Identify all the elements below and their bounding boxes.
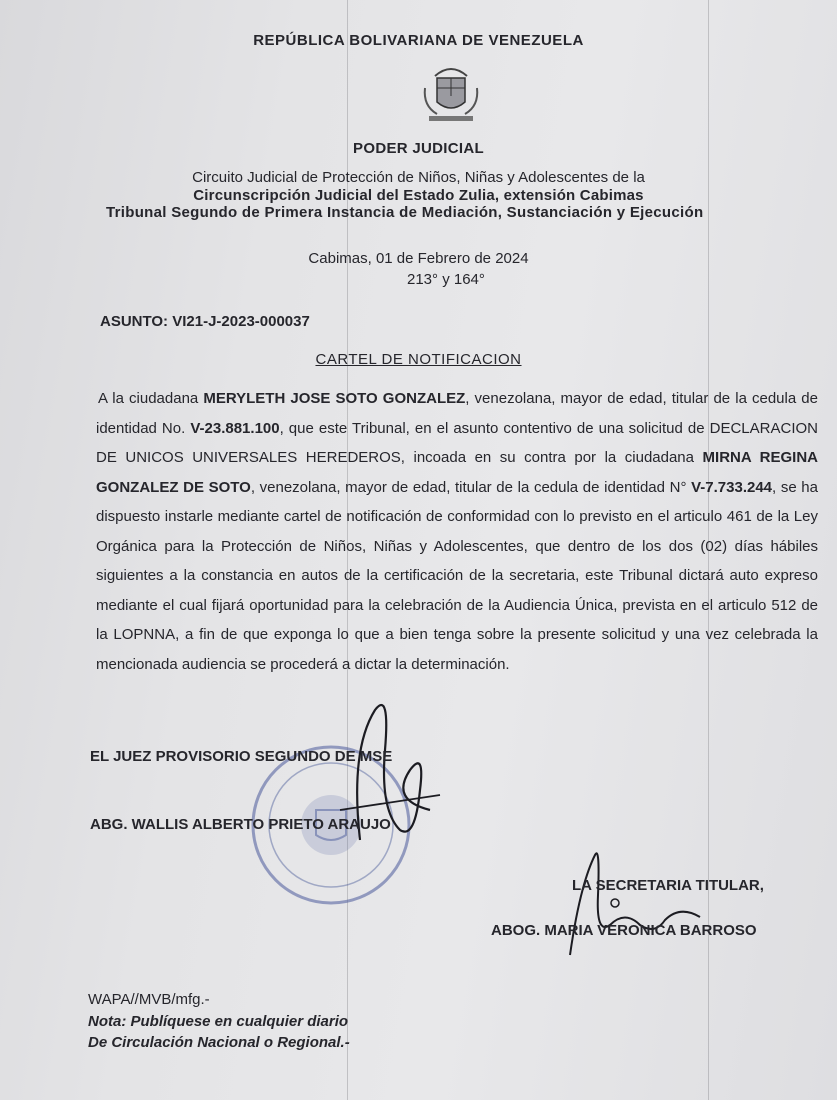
judge-name: ABG. WALLIS ALBERTO PRIETO ARAUJO: [90, 816, 391, 833]
circuit-line-3: Tribunal Segundo de Primera Instancia de Mediación, Sustanciación y Ejecución: [106, 204, 704, 221]
secretary-name: ABOG. MARIA VERONICA BARROSO: [491, 922, 757, 939]
circuit-line-1: Circuito Judicial de Protección de Niños, Niñas y Adolescentes de la: [192, 169, 645, 186]
body-text: , que este Tribunal, en el asunto contentivo de una solicitud de DECLARACION DE UNICOS UNIVERSALES HEREDEROS, incoada en su contra por la ciudadana: [96, 419, 818, 466]
poder-judicial-heading: PODER JUDICIAL: [353, 140, 484, 157]
note-line-1: Nota: Publíquese en cualquier diario: [88, 1013, 349, 1030]
body-text: , venezolana, mayor de edad, titular de la cedula de identidad No.: [96, 390, 818, 437]
document-title: CARTEL DE NOTIFICACION: [315, 351, 522, 368]
secretary-signature: [540, 845, 720, 965]
notification-body: [96, 384, 818, 679]
place-date: Cabimas, 01 de Febrero de 2024: [308, 250, 529, 267]
reference-initials: WAPA//MVB/mfg.-: [88, 991, 210, 1008]
asunto-line: ASUNTO: VI21-J-2023-000037: [100, 313, 310, 330]
respondent-id: V-23.881.100: [190, 419, 280, 437]
judge-title: EL JUEZ PROVISORIO SEGUNDO DE MSE: [90, 748, 393, 765]
applicant-name: MIRNA REGINA GONZALEZ DE SOTO: [96, 449, 818, 496]
body-text: , se ha dispuesto instarle mediante cartel de notificación de conformidad con lo previsto en el articulo 461 de la Ley Orgánica para la Protección de Niños, Niñas y Adolescentes, que dentro de los dos (02) días hábiles siguientes a la constancia en autos de la certificación de la secretaria, este Tribunal dictará auto expreso mediante el cual fijará oportunidad para la celebración de la Audiencia Única, prevista en el articulo 512 de la LOPNNA, a fin de que exponga lo que a bien tenga sobre la presente solicitud y una vez celebrada la mencionada audiencia se procederá a dictar la determinación.: [96, 478, 818, 673]
note-line-2: De Circulación Nacional o Regional.-: [88, 1034, 350, 1051]
body-text: , venezolana, mayor de edad, titular de la cedula de identidad N°: [250, 478, 692, 496]
circuit-line-2: Circunscripción Judicial del Estado Zulia, extensión Cabimas: [193, 187, 644, 204]
respondent-name: MERYLETH JOSE SOTO GONZALEZ: [203, 390, 466, 407]
applicant-id: V-7.733.244: [691, 478, 773, 496]
republic-heading: REPÚBLICA BOLIVARIANA DE VENEZUELA: [253, 32, 584, 49]
secretary-title: LA SECRETARIA TITULAR,: [572, 877, 764, 894]
body-text: A la ciudadana: [98, 390, 204, 407]
years-line: 213° y 164°: [407, 271, 485, 288]
coat-of-arms-icon: [415, 58, 487, 130]
